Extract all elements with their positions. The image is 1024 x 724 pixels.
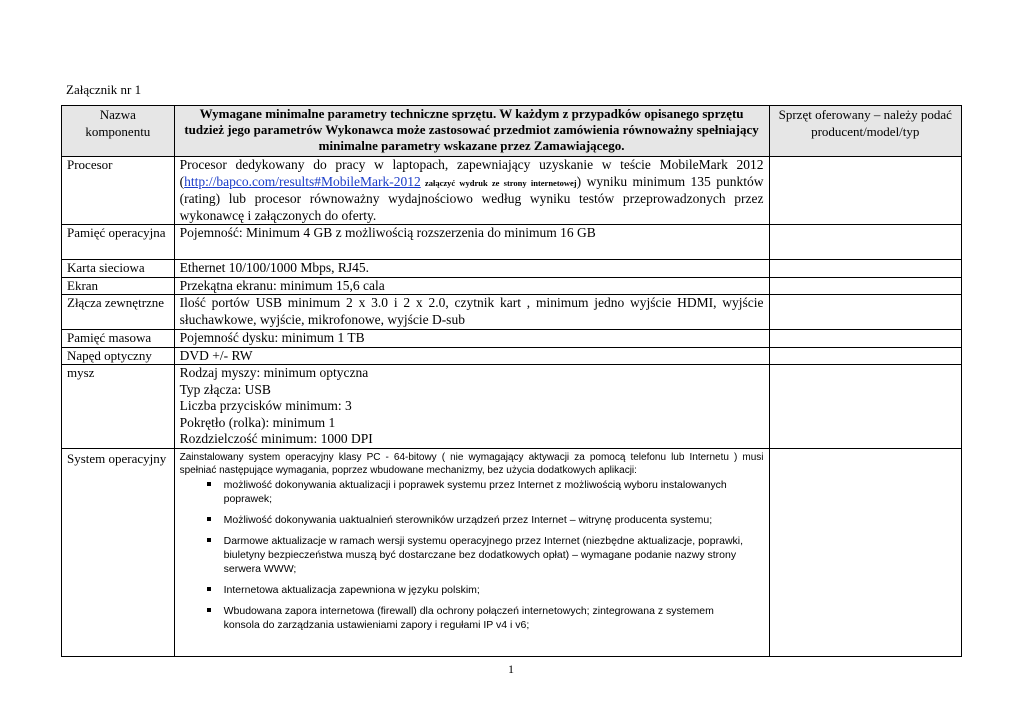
offered-cell-procesor[interactable] bbox=[769, 157, 962, 225]
system-intro: Zainstalowany system operacyjny klasy PC - 64-bitowy ( nie wymagający aktywacji za pomocą telefonu lub Internetu ) musi spełniać następujące wymagania, poprzez wbudowane mechanizmy, bez użycia dodatkowych aplikacji: bbox=[179, 452, 764, 476]
row-name-masowa: Pamięć masowa bbox=[62, 330, 175, 348]
bullet-square-icon bbox=[207, 538, 211, 542]
table-row bbox=[62, 225, 962, 260]
bullet-square-icon bbox=[207, 608, 211, 612]
row-name-ekran: Ekran bbox=[62, 277, 175, 295]
list-item-text: Wbudowana zapora internetowa (firewall) dla ochrony połączeń internetowych; zintegrowana z systemem konsola do zarządzania ustawieniami zapory i regułami IP v4 i v6; bbox=[223, 605, 714, 631]
table-row bbox=[62, 260, 962, 278]
system-requirements-list bbox=[180, 478, 764, 632]
spec-table bbox=[61, 105, 962, 657]
row-value-mysz bbox=[174, 365, 769, 449]
list-item-text: Internetowa aktualizacja zapewniona w języku polskim; bbox=[223, 584, 480, 596]
row-name-karta: Karta sieciowa bbox=[62, 260, 175, 278]
offered-cell-pamiec[interactable] bbox=[769, 225, 962, 260]
table-header-row bbox=[62, 106, 962, 157]
procesor-text-b: ) wyniku minimum 135 punktów (rating) lub procesor równoważny wydajnościowo według wyniku testów przeprowadzonych przez wykonawcę i załączonych do oferty. bbox=[179, 173, 764, 223]
row-name-mysz: mysz bbox=[62, 365, 175, 449]
header-component-name: Nazwa komponentu bbox=[62, 106, 175, 157]
mysz-line: Rozdzielczość minimum: 1000 DPI bbox=[179, 431, 373, 446]
bullet-square-icon bbox=[207, 482, 211, 486]
bullet-square-icon bbox=[207, 517, 211, 521]
mysz-line: Typ złącza: USB bbox=[179, 381, 271, 397]
offered-cell-system[interactable] bbox=[769, 449, 962, 657]
document-title: Załącznik nr 1 bbox=[66, 82, 142, 97]
row-name-zlacza: Złącza zewnętrzne bbox=[62, 295, 175, 330]
row-value-masowa: Pojemność dysku: minimum 1 TB bbox=[174, 330, 769, 348]
list-item-text: Darmowe aktualizacje w ramach wersji systemu operacyjnego przez Internet (niezbędne aktualizacje, poprawki, biuletyny bezpieczeństwa muszą być dostarczane bez dodatkowych opłat) – wymagane podanie nazwy strony serwera WWW; bbox=[223, 535, 744, 575]
row-name-pamiec: Pamięć operacyjna bbox=[62, 225, 175, 260]
list-item-text: Możliwość dokonywania uaktualnień sterowników urządzeń przez Internet – witrynę producenta systemu; bbox=[223, 514, 713, 526]
procesor-note: załączyć wydruk ze strony internetowej bbox=[420, 177, 577, 188]
row-value-system bbox=[174, 449, 769, 657]
table-row bbox=[62, 330, 962, 348]
mobilemark-link[interactable]: http://bapco.com/results#MobileMark-2012 bbox=[184, 173, 421, 189]
row-value-karta: Ethernet 10/100/1000 Mbps, RJ45. bbox=[174, 260, 769, 278]
offered-cell-ekran[interactable] bbox=[769, 277, 962, 295]
row-value-zlacza: Ilość portów USB minimum 2 x 3.0 i 2 x 2.0, czytnik kart , minimum jedno wyjście HDMI, wyjście słuchawkowe, wyjście, mikrofonowe, wyjście D-sub bbox=[174, 295, 769, 330]
mysz-line: Liczba przycisków minimum: 3 bbox=[179, 398, 352, 413]
table-row bbox=[62, 365, 962, 449]
table-row bbox=[62, 449, 962, 657]
header-requirements: Wymagane minimalne parametry techniczne sprzętu. W każdym z przypadków opisanego sprzętu tudzież jego parametrów Wykonawca może zastosować przedmiot zamówienia równoważny spełniający minimalne parametry wskazane przez Zamawiającego. bbox=[174, 106, 769, 157]
offered-cell-masowa[interactable] bbox=[769, 330, 962, 348]
list-item bbox=[180, 513, 764, 527]
list-item bbox=[180, 534, 764, 576]
row-name-procesor: Procesor bbox=[62, 157, 175, 225]
mysz-line: Pokrętło (rolka): minimum 1 bbox=[179, 414, 336, 430]
offered-cell-naped[interactable] bbox=[769, 347, 962, 365]
list-item bbox=[180, 583, 764, 597]
row-value-naped: DVD +/- RW bbox=[174, 347, 769, 365]
table-row bbox=[62, 295, 962, 330]
mysz-line: Rodzaj myszy: minimum optyczna bbox=[179, 365, 369, 380]
list-item bbox=[180, 478, 764, 506]
header-offered-equipment: Sprzęt oferowany – należy podać producent/model/typ bbox=[769, 106, 962, 157]
list-item-text: możliwość dokonywania aktualizacji i poprawek systemu przez Internet z możliwością wyboru instalowanych poprawek; bbox=[223, 479, 727, 505]
row-value-procesor bbox=[174, 157, 769, 225]
offered-cell-mysz[interactable] bbox=[769, 365, 962, 449]
offered-cell-zlacza[interactable] bbox=[769, 295, 962, 330]
bullet-square-icon bbox=[207, 587, 211, 591]
offered-cell-karta[interactable] bbox=[769, 260, 962, 278]
row-name-naped: Napęd optyczny bbox=[62, 347, 175, 365]
list-item bbox=[180, 604, 764, 632]
table-row bbox=[62, 157, 962, 225]
table-row bbox=[62, 277, 962, 295]
row-value-pamiec: Pojemność: Minimum 4 GB z możliwością rozszerzenia do minimum 16 GB bbox=[174, 225, 769, 260]
row-value-ekran: Przekątna ekranu: minimum 15,6 cala bbox=[174, 277, 769, 295]
table-row bbox=[62, 347, 962, 365]
procesor-text-a: Procesor dedykowany do pracy w laptopach, zapewniający uzyskanie w teście MobileMark 2012 ( bbox=[179, 157, 764, 189]
row-name-system: System operacyjny bbox=[62, 449, 175, 657]
page-number: 1 bbox=[508, 662, 514, 676]
